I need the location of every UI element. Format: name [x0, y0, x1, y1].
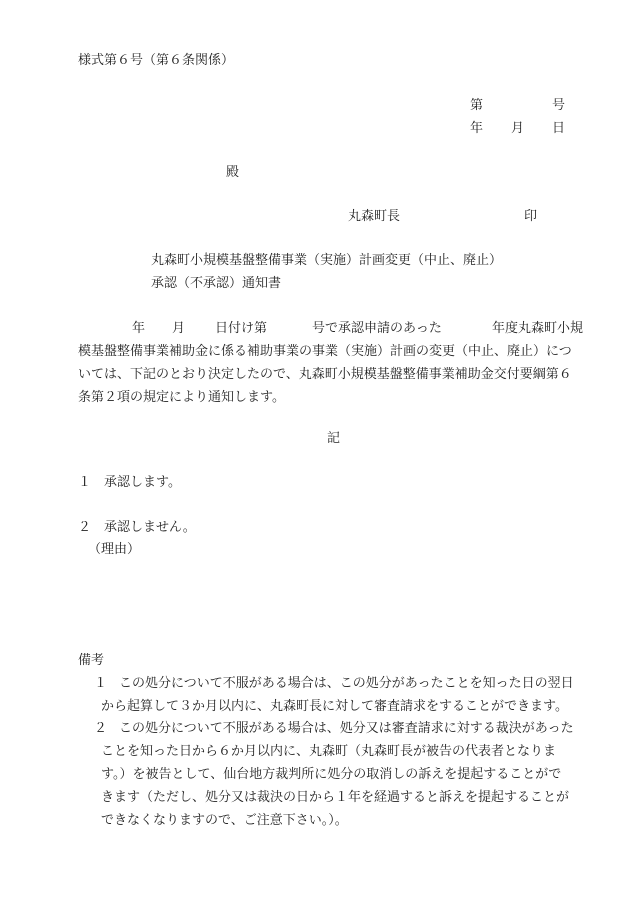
- body-line-3: いては、下記のとおり決定したので、丸森町小規模基盤整備事業補助金交付要綱第６: [78, 367, 572, 382]
- body-go-application: 号で承認申請のあった: [312, 321, 442, 336]
- subject-line-1: 丸森町小規模基盤整備事業（実施）計画変更（中止、廃止）: [151, 253, 503, 268]
- body-line-4: 条第２項の規定により通知します。: [78, 390, 285, 405]
- form-number: 様式第６号（第６条関係）: [78, 53, 235, 68]
- ki-heading: 記: [327, 431, 341, 446]
- addressee-suffix: 殿: [226, 165, 240, 180]
- body-line-2: 模基盤整備事業補助金に係る補助事業の事業（実施）計画の変更（中止、廃止）につ: [78, 344, 572, 359]
- item-1-text: 承認します。: [104, 475, 181, 490]
- doc-number-dai: 第: [470, 98, 484, 113]
- body-year: 年: [132, 321, 146, 336]
- doc-date-day: 日: [552, 121, 566, 136]
- note-1-line-1: この処分について不服がある場合は、この処分があったことを知った日の翌日: [119, 676, 574, 691]
- remarks-heading: 備考: [78, 653, 105, 668]
- note-2-line-5: できなくなりますので、ご注意下さい。）。: [101, 813, 348, 828]
- body-month: 月: [172, 321, 186, 336]
- doc-date-month: 月: [511, 121, 525, 136]
- issuer-title: 丸森町長: [348, 209, 401, 224]
- note-2-line-3: す。）を被告として、仙台地方裁判所に処分の取消しの訴えを提起することがで: [101, 767, 562, 782]
- note-2-line-4: きます（ただし、処分又は裁決の日から１年を経過すると訴えを提起することが: [101, 790, 570, 805]
- body-date-dai: 日付け第: [215, 321, 268, 336]
- seal-mark: 印: [524, 209, 538, 224]
- reason-label: （理由）: [88, 542, 141, 557]
- note-2-line-2: ことを知った日から６か月以内に、丸森町（丸森町長が被告の代表者となりま: [101, 744, 557, 759]
- item-2-text: 承認しません。: [104, 520, 196, 535]
- doc-number-go: 号: [552, 98, 566, 113]
- note-1-line-2: から起算して３か月以内に、丸森町長に対して審査請求をすることができます。: [101, 699, 568, 714]
- doc-date-year: 年: [470, 121, 484, 136]
- subject-line-2: 承認（不承認）通知書: [151, 276, 282, 291]
- note-2-number: ２: [94, 721, 108, 736]
- item-1-number: １: [78, 475, 92, 490]
- note-2-line-1: この処分について不服がある場合は、処分又は審査請求に対する裁決があった: [119, 721, 574, 736]
- item-2-number: ２: [78, 520, 92, 535]
- note-1-number: １: [94, 676, 108, 691]
- body-fiscal-year: 年度丸森町小規: [492, 321, 584, 336]
